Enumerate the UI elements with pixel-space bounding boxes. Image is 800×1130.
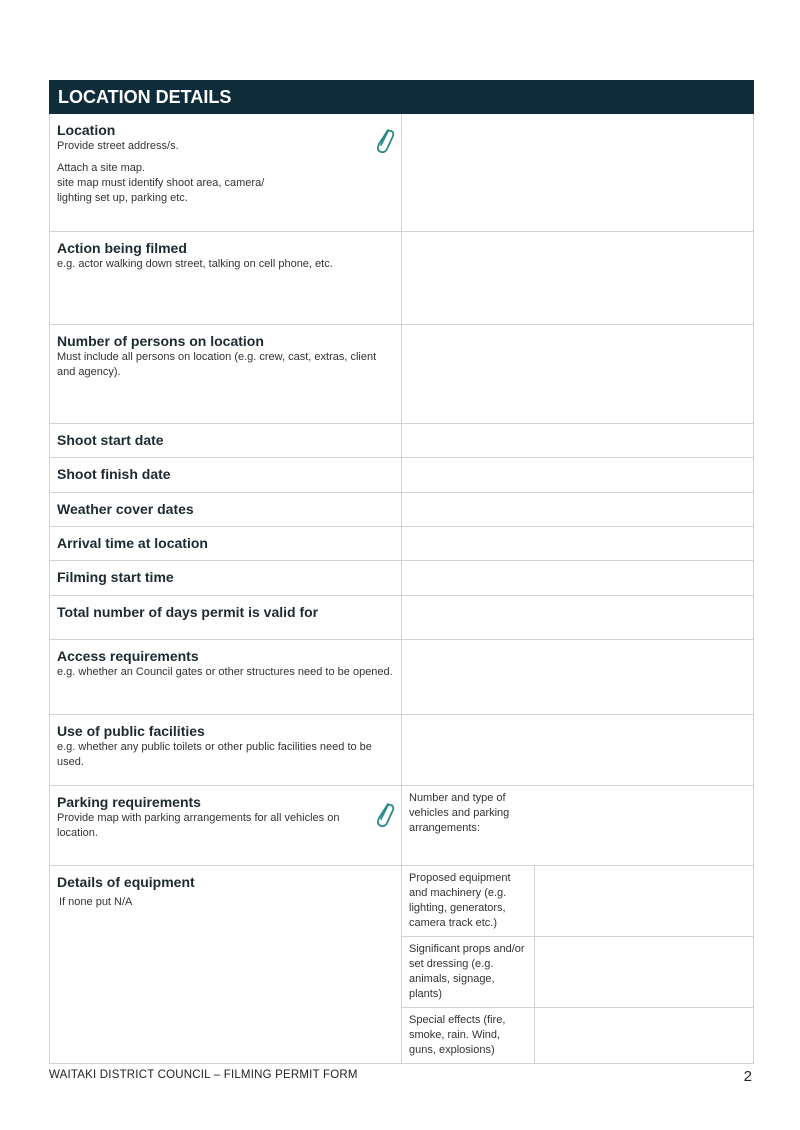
action-label: Action being filmed [57, 240, 187, 256]
filming-start-input[interactable] [402, 561, 754, 596]
special-effects-input[interactable] [535, 1008, 754, 1064]
facilities-label: Use of public facilities [57, 723, 205, 739]
facilities-label-cell [50, 715, 402, 786]
shoot-start-label-cell [50, 424, 402, 458]
equipment-label-cell [50, 866, 402, 1064]
action-hint: e.g. actor walking down street, talking on cell phone, etc. [57, 258, 333, 270]
total-days-label-cell [50, 596, 402, 640]
parking-field-label: Number and type of vehicles and parking arrangements: [409, 792, 510, 834]
location-attach-hint: Attach a site map. [57, 162, 146, 174]
shoot-finish-input[interactable] [402, 458, 754, 493]
page-number: 2 [743, 1068, 752, 1085]
persons-label-cell [50, 325, 402, 424]
location-input[interactable] [402, 114, 754, 232]
equipment-subtable [402, 866, 753, 1063]
action-label-cell [50, 232, 402, 325]
parking-input[interactable] [402, 786, 754, 866]
weather-label-cell [50, 493, 402, 527]
weather-input[interactable] [402, 493, 754, 527]
persons-label: Number of persons on location [57, 333, 264, 349]
filming-start-label: Filming start time [57, 569, 174, 585]
arrival-input[interactable] [402, 527, 754, 561]
equipment-machinery-input[interactable] [535, 866, 754, 937]
total-days-label: Total number of days permit is valid for [57, 604, 319, 620]
filming-start-label-cell [50, 561, 402, 596]
parking-hint: Provide map with parking arrangements for all vehicles on location. [57, 812, 340, 839]
arrival-label: Arrival time at location [57, 535, 208, 551]
equipment-subtable-cell [402, 866, 754, 1064]
location-label: Location [57, 122, 116, 138]
persons-input[interactable] [402, 325, 754, 424]
parking-label-cell [50, 786, 402, 866]
facilities-hint: e.g. whether any public toilets or other public facilities need to be used. [57, 741, 372, 768]
weather-label: Weather cover dates [57, 501, 194, 517]
equipment-label: Details of equipment [57, 874, 195, 890]
shoot-start-input[interactable] [402, 424, 754, 458]
access-input[interactable] [402, 640, 754, 715]
props-dressing-label: Significant props and/or set dressing (e.g. animals, signage, plants) [402, 937, 535, 1008]
shoot-finish-label-cell [50, 458, 402, 493]
location-lighting-hint: lighting set up, parking etc. [57, 192, 188, 204]
location-sitemap-hint: site map must identify shoot area, camera/ [57, 177, 265, 189]
action-input[interactable] [402, 232, 754, 325]
paperclip-icon [373, 126, 395, 156]
access-label-cell [50, 640, 402, 715]
location-details-form [49, 80, 754, 1064]
arrival-label-cell [50, 527, 402, 561]
equipment-hint: If none put N/A [59, 896, 133, 908]
access-label: Access requirements [57, 648, 199, 664]
facilities-input[interactable] [402, 715, 754, 786]
equipment-machinery-label: Proposed equipment and machinery (e.g. lighting, generators, camera track etc.) [402, 866, 535, 937]
footer-title: WAITAKI DISTRICT COUNCIL – FILMING PERMIT FORM [49, 1069, 358, 1081]
special-effects-label: Special effects (fire, smoke, rain. Wind, guns, explosions) [402, 1008, 535, 1064]
section-header: LOCATION DETAILS [50, 81, 754, 114]
location-label-cell [50, 114, 402, 232]
total-days-input[interactable] [402, 596, 754, 640]
paperclip-icon [373, 800, 395, 830]
parking-label: Parking requirements [57, 794, 201, 810]
persons-hint: Must include all persons on location (e.g. crew, cast, extras, client and agency). [57, 351, 377, 378]
props-dressing-input[interactable] [535, 937, 754, 1008]
shoot-finish-label: Shoot finish date [57, 466, 171, 482]
access-hint: e.g. whether an Council gates or other structures need to be opened. [57, 666, 393, 678]
location-hint: Provide street address/s. [57, 140, 179, 152]
shoot-start-label: Shoot start date [57, 432, 164, 448]
